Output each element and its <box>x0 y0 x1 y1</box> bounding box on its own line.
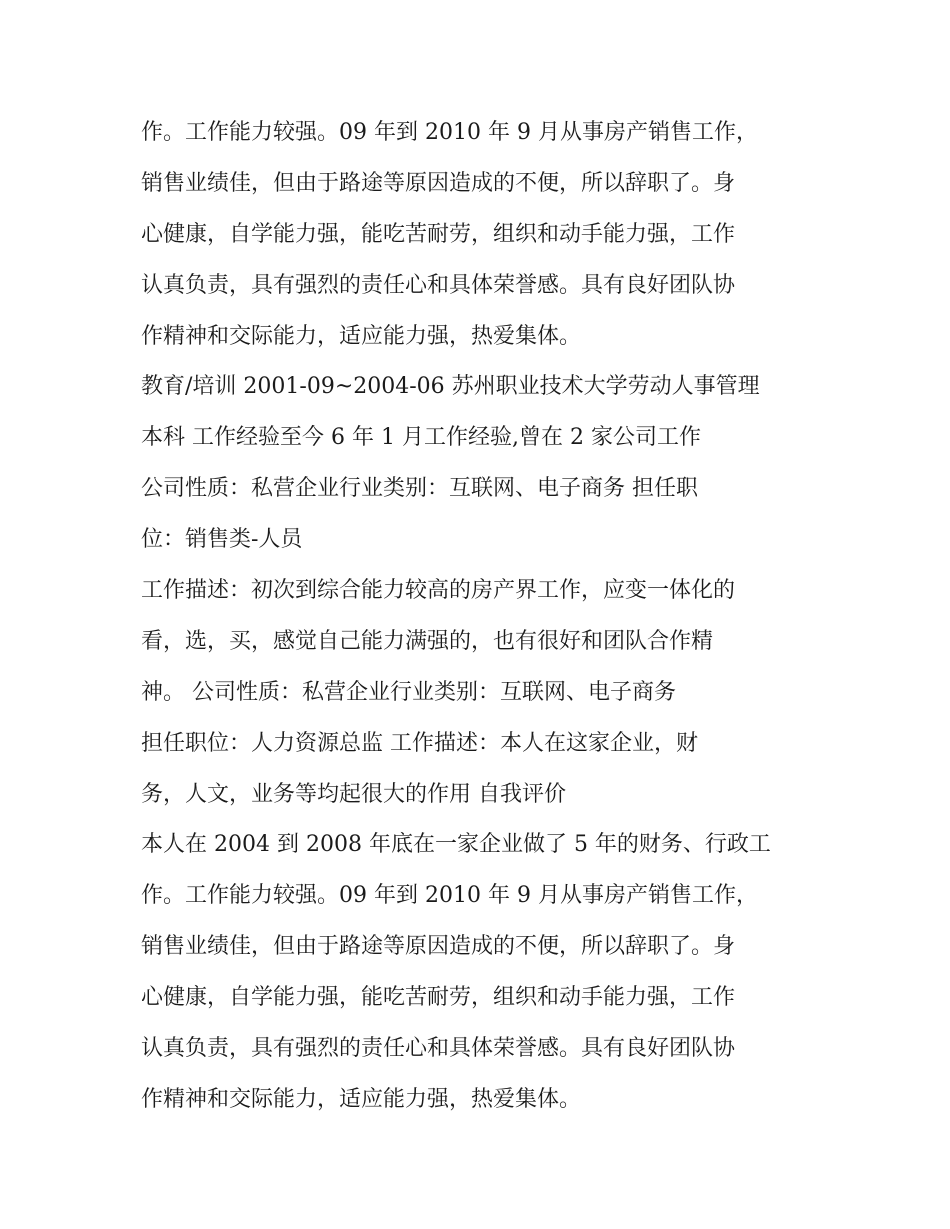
document-body <box>141 108 821 1126</box>
text-line: 作。工作能力较强。09 年到 2010 年 9 月从事房产销售工作， <box>141 120 758 145</box>
text-line: 销售业绩佳，但由于路途等原因造成的不便，所以辞职了。身 <box>141 170 736 196</box>
text-line: 本科 工作经验至今 6 年 1 月工作经验,曾在 2 家公司工作 <box>141 425 701 451</box>
text-line: 作。工作能力较强。09 年到 2010 年 9 月从事房产销售工作， <box>141 883 758 909</box>
text-line: 认真负责，具有强烈的责任心和具体荣誉感。具有良好团队协 <box>141 1036 736 1062</box>
text-line: 工作描述：初次到综合能力较高的房产界工作，应变一体化的 <box>141 578 736 604</box>
text-line: 看，选，买，感觉自己能力满强的，也有很好和团队合作精 <box>141 628 714 654</box>
text-line: 公司性质：私营企业行业类别：互联网、电子商务 担任职 <box>141 476 698 502</box>
text-line: 教育/培训 2001-09~2004-06 苏州职业技术大学劳动人事管理 <box>141 374 760 400</box>
text-line: 位：销售类-人员 <box>141 527 303 553</box>
text-line: 作精神和交际能力，适应能力强，热爱集体。 <box>141 323 582 349</box>
text-line: 神。 公司性质：私营企业行业类别：互联网、电子商务 <box>141 679 676 705</box>
text-line: 认真负责，具有强烈的责任心和具体荣誉感。具有良好团队协 <box>141 272 736 298</box>
text-line: 务，人文，业务等均起很大的作用 自我评价 <box>141 781 566 807</box>
text-line: 本人在 2004 到 2008 年底在一家企业做了 5 年的财务、行政工 <box>141 832 771 858</box>
text-line: 担任职位：人力资源总监 工作描述：本人在这家企业，财 <box>141 730 698 756</box>
text-line: 销售业绩佳，但由于路途等原因造成的不便，所以辞职了。身 <box>141 934 736 960</box>
text-line: 作精神和交际能力，适应能力强，热爱集体。 <box>141 1086 582 1112</box>
text-line: 心健康，自学能力强，能吃苦耐劳，组织和动手能力强，工作 <box>141 221 736 247</box>
text-line: 心健康，自学能力强，能吃苦耐劳，组织和动手能力强，工作 <box>141 985 736 1011</box>
